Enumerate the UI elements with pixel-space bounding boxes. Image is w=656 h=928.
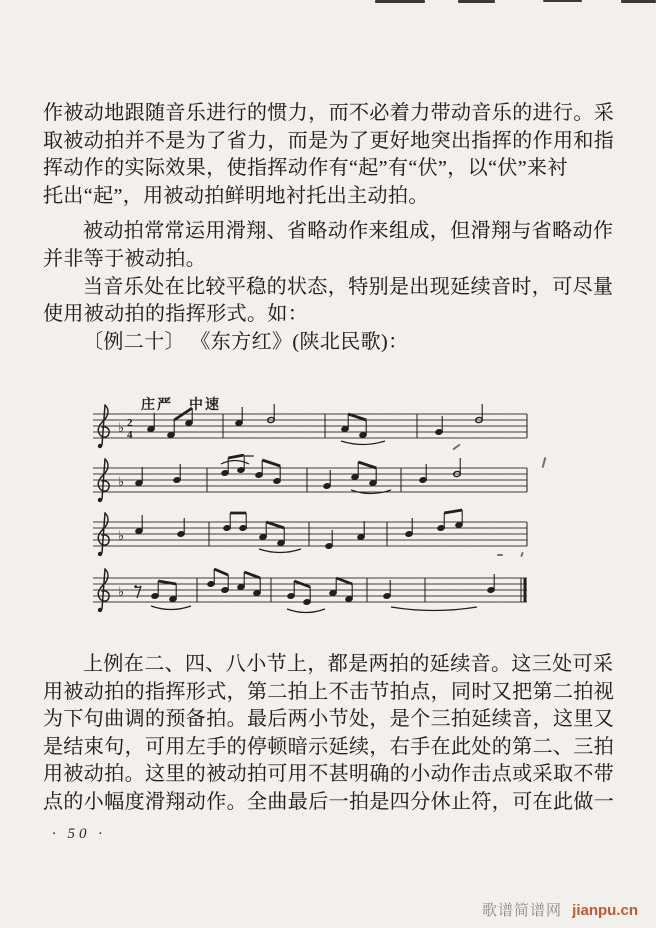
tempo-marking: 庄严 中速 xyxy=(141,398,221,413)
watermark-site-name: 歌谱简谱网 xyxy=(481,902,562,919)
text-line: 作被动地跟随音乐进行的惯力，而不必着力带动音乐的进行。采 xyxy=(43,102,615,124)
text-line: 为下句曲调的预备拍。最后两小节处，是个三拍延续音，这里又 xyxy=(43,708,615,731)
text-line: 是结束句，可用左手的停顿暗示延续，右手在此处的第二、三拍 xyxy=(43,735,615,758)
page-number: · 50 · xyxy=(52,826,106,842)
text-line: 〔例二十〕 《东方红》(陕北民歌)： xyxy=(83,330,409,353)
scan-speck xyxy=(497,554,503,556)
text-line: 并非等于被动拍。 xyxy=(43,247,207,270)
staff-line xyxy=(93,564,553,620)
watermark-domain-link[interactable]: jianpu.cn xyxy=(572,902,638,919)
staff-line xyxy=(93,400,553,456)
text-line: 点的小幅度滑翔动作。全曲最后一拍是四分休止符，可在此做一 xyxy=(43,790,615,813)
svg-text:♭: ♭ xyxy=(118,474,125,489)
svg-text:2: 2 xyxy=(127,417,133,429)
text-line: 挥动作的实际效果，使指挥动作有“起”有“伏”，以“伏”来衬 xyxy=(43,157,568,180)
text-line: 托出“起”，用被动拍鲜明地衬托出主动拍。 xyxy=(43,184,429,207)
text-line: 上例在二、四、八小节上，都是两拍的延续音。这三处可采 xyxy=(83,653,614,675)
scan-speck xyxy=(243,455,254,457)
svg-text:♭: ♭ xyxy=(118,528,125,543)
body-text-lower xyxy=(43,651,621,817)
staff-line xyxy=(93,508,553,564)
staff-line xyxy=(93,454,553,510)
svg-text:♭: ♭ xyxy=(118,584,125,599)
svg-text:♭: ♭ xyxy=(118,420,125,435)
watermark xyxy=(482,899,638,920)
text-line: 取被动拍并不是为了省力，而是为了更好地突出指挥的作用和指 xyxy=(43,129,615,152)
text-line: 使用被动拍的指挥形式。如： xyxy=(43,303,309,326)
text-line: 被动拍常常运用滑翔、省略动作来组成，但滑翔与省略动作 xyxy=(83,220,614,243)
svg-text:4: 4 xyxy=(127,429,133,441)
text-line: 用被动拍。这里的被动拍可用不甚明确的小动作击点或采取不带 xyxy=(43,763,615,786)
text-line: 当音乐处在比较平稳的状态，特别是出现延续音时，可尽量 xyxy=(83,275,614,298)
text-line: 用被动拍的指挥形式，第二拍上不击节拍点，同时又把第二拍视 xyxy=(43,680,615,703)
